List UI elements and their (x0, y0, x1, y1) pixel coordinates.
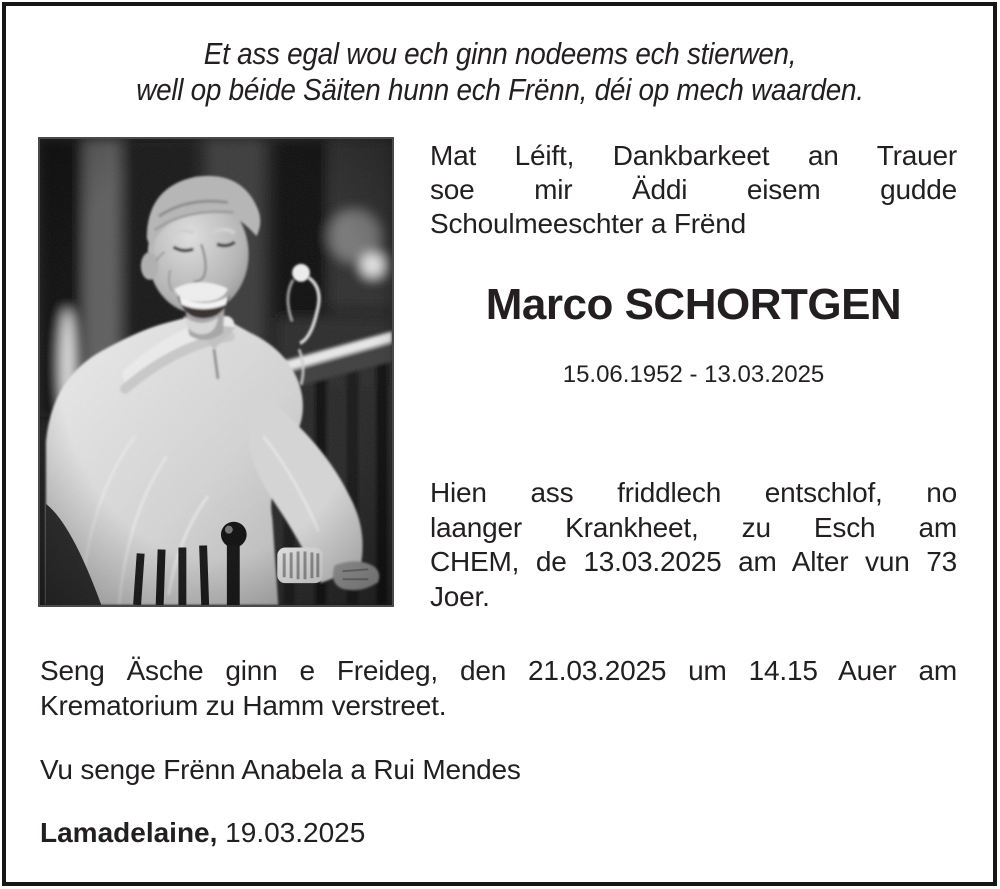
tribute-line: Schoulmeeschter a Frënd (430, 208, 747, 239)
tribute-line: soe mir Äddi eisem gudde (430, 174, 957, 205)
death-line: CHEM, de 13.03.2025 am Alter vun 73 (430, 546, 957, 577)
death-paragraph (430, 476, 957, 614)
tribute-paragraph (430, 139, 957, 241)
cremation-line: Seng Äsche ginn e Freideg, den 21.03.2025 um 14.15 Auer am (40, 655, 957, 686)
place-date-line (40, 816, 957, 850)
death-line: Joer. (430, 580, 490, 612)
epigraph-line-2: well op béide Säiten hunn ech Frënn, déi op mech waarden. (136, 72, 864, 107)
portrait-photo-graphic (40, 139, 392, 605)
birth-death-dates: 15.06.1952 - 13.03.2025 (562, 361, 825, 388)
death-line: Hien ass friddlech entschlof, no (430, 477, 957, 508)
from-friends-line: Vu senge Frënn Anabela a Rui Mendes (40, 754, 521, 785)
epigraph (50, 36, 950, 108)
place-name: Lamadelaine, (40, 817, 218, 848)
cremation-line: Krematorium zu Hamm verstreet. (40, 690, 447, 721)
tribute-line: Mat Léift, Dankbarkeet an Trauer (430, 140, 957, 171)
deceased-name: Marco SCHORTGEN (485, 280, 902, 329)
issue-date: 19.03.2025 (217, 817, 366, 848)
portrait-photo (38, 137, 394, 607)
cremation-paragraph (40, 653, 957, 723)
death-line: laanger Krankheet, zu Esch am (430, 511, 957, 543)
epigraph-line-1: Et ass egal wou ech ginn nodeems ech stierwen, (203, 36, 797, 71)
